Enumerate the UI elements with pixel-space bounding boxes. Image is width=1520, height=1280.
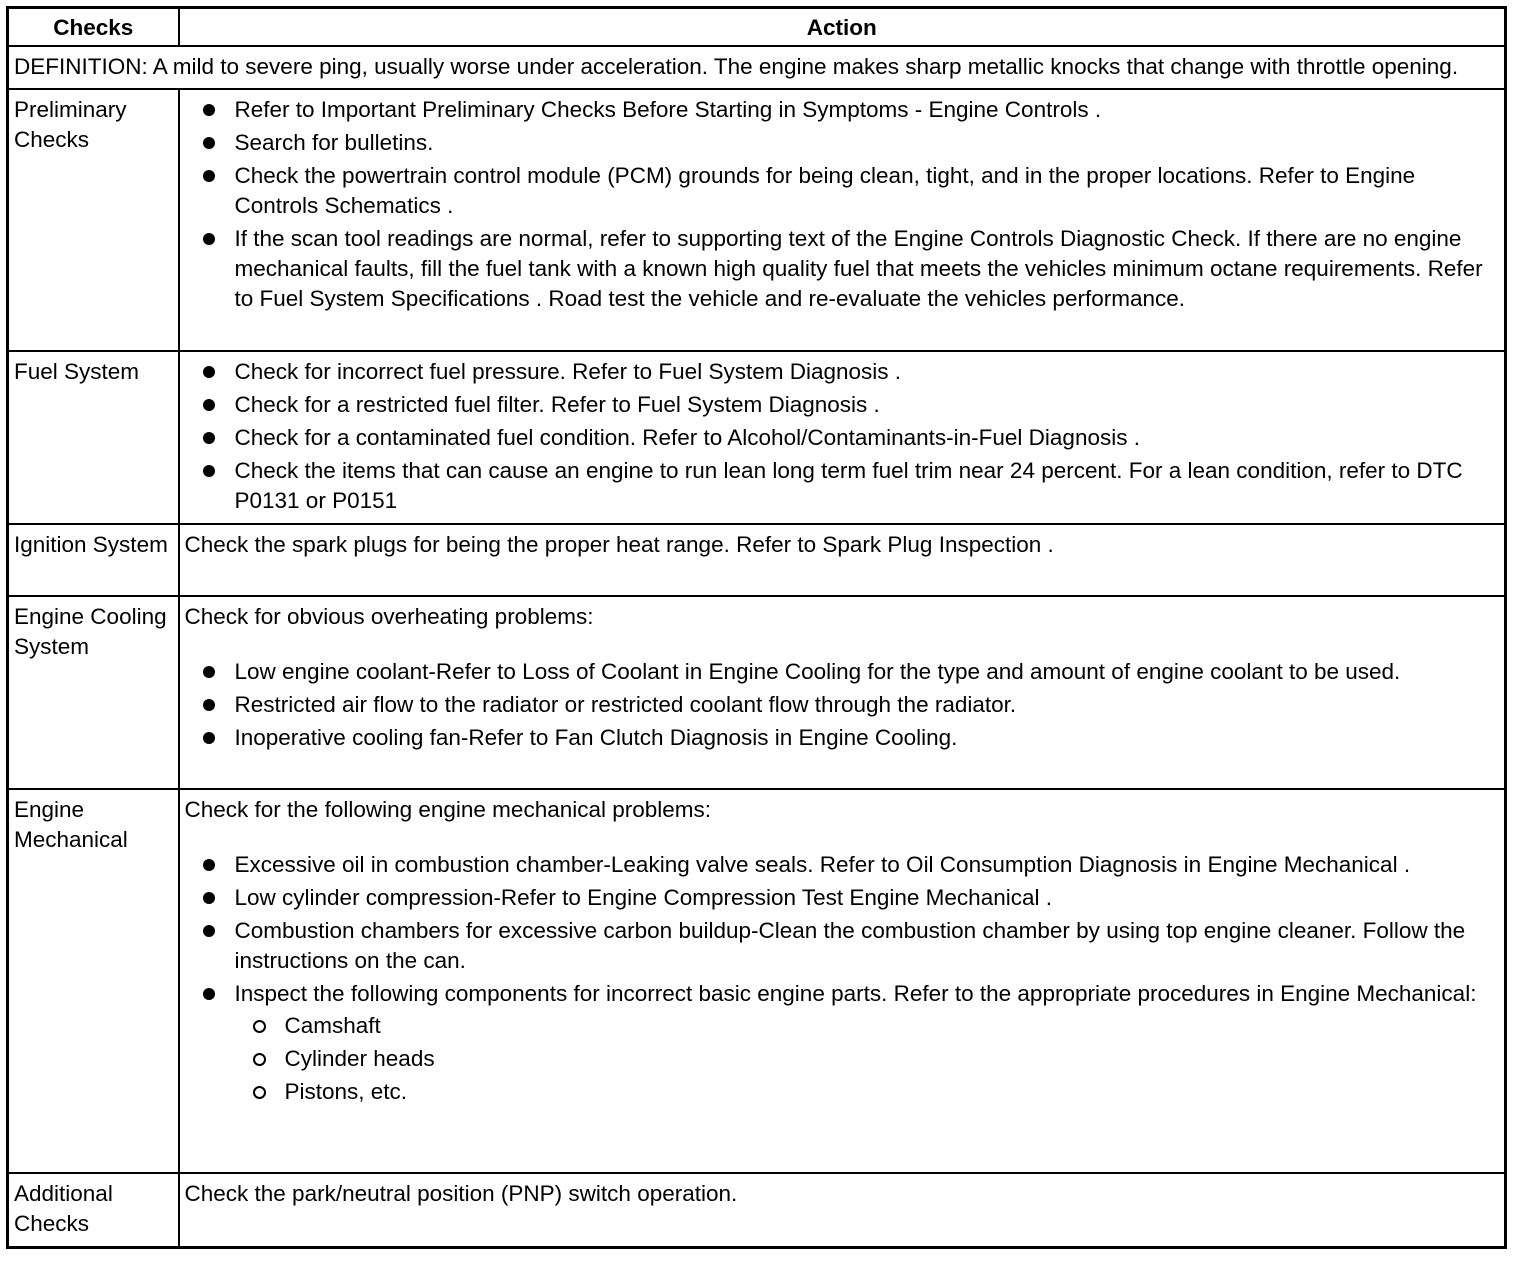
list-item <box>185 979 1500 1107</box>
check-label: Engine Mechanical <box>8 789 179 1173</box>
check-label: Additional Checks <box>8 1173 179 1248</box>
list-item: Low cylinder compression-Refer to Engine Compression Test Engine Mechanical . <box>185 883 1500 913</box>
action-list <box>185 357 1500 516</box>
list-item: Refer to Important Preliminary Checks Before Starting in Symptoms - Engine Controls . <box>185 95 1500 125</box>
list-item: If the scan tool readings are normal, refer to supporting text of the Engine Controls Diagnostic Check. If there are no engine mechanical faults, fill the fuel tank with a known high quality fuel that meets the vehicles minimum octane requirements. Refer to Fuel System Specifications . Road test the vehicle and re-evaluate the vehicles performance. <box>185 224 1500 314</box>
list-item: Check the items that can cause an engine to run lean long term fuel trim near 24 percent. For a lean condition, refer to DTC P0131 or P0151 <box>185 456 1500 516</box>
diagnostic-table <box>6 6 1507 1249</box>
action-list <box>185 95 1500 314</box>
list-item: Inoperative cooling fan-Refer to Fan Clutch Diagnosis in Engine Cooling. <box>185 723 1500 753</box>
list-item: Combustion chambers for excessive carbon buildup-Clean the combustion chamber by using top engine cleaner. Follow the instructions on the can. <box>185 916 1500 976</box>
definition-text: DEFINITION: A mild to severe ping, usually worse under acceleration. The engine makes sharp metallic knocks that change with throttle opening. <box>8 46 1506 89</box>
action-text: Check the spark plugs for being the proper heat range. Refer to Spark Plug Inspection . <box>179 524 1506 596</box>
action-cell <box>179 596 1506 789</box>
table-row <box>8 789 1506 1173</box>
table-row <box>8 1173 1506 1248</box>
check-label: Engine Cooling System <box>8 596 179 789</box>
list-item: Check for incorrect fuel pressure. Refer to Fuel System Diagnosis . <box>185 357 1500 387</box>
header-row <box>8 8 1506 47</box>
list-item: Low engine coolant-Refer to Loss of Coolant in Engine Cooling for the type and amount of engine coolant to be used. <box>185 657 1500 687</box>
table-row <box>8 524 1506 596</box>
sub-list-item: Camshaft <box>235 1011 1500 1041</box>
action-cell <box>179 789 1506 1173</box>
sub-list <box>235 1011 1500 1107</box>
list-item: Check for a restricted fuel filter. Refer to Fuel System Diagnosis . <box>185 390 1500 420</box>
list-item: Search for bulletins. <box>185 128 1500 158</box>
action-list <box>185 850 1500 1107</box>
list-item: Excessive oil in combustion chamber-Leaking valve seals. Refer to Oil Consumption Diagnosis in Engine Mechanical . <box>185 850 1500 880</box>
sub-list-item: Cylinder heads <box>235 1044 1500 1074</box>
sub-list-item: Pistons, etc. <box>235 1077 1500 1107</box>
check-label: Ignition System <box>8 524 179 596</box>
check-label: Fuel System <box>8 351 179 524</box>
action-list <box>185 657 1500 753</box>
action-intro: Check for obvious overheating problems: <box>184 604 594 629</box>
list-item: Check the powertrain control module (PCM) grounds for being clean, tight, and in the proper locations. Refer to Engine Controls Schematics . <box>185 161 1500 221</box>
header-checks: Checks <box>8 8 179 47</box>
list-item: Restricted air flow to the radiator or restricted coolant flow through the radiator. <box>185 690 1500 720</box>
header-action: Action <box>179 8 1506 47</box>
action-intro: Check for the following engine mechanical problems: <box>184 797 712 822</box>
table-row <box>8 351 1506 524</box>
check-label: Preliminary Checks <box>8 89 179 351</box>
action-cell <box>179 89 1506 351</box>
definition-row <box>8 46 1506 89</box>
list-item-text: Inspect the following components for incorrect basic engine parts. Refer to the appropriate procedures in Engine Mechanical: <box>234 981 1477 1006</box>
action-text: Check the park/neutral position (PNP) switch operation. <box>179 1173 1506 1248</box>
list-item: Check for a contaminated fuel condition. Refer to Alcohol/Contaminants-in-Fuel Diagnosis . <box>185 423 1500 453</box>
action-cell <box>179 351 1506 524</box>
table-row <box>8 596 1506 789</box>
table-row <box>8 89 1506 351</box>
